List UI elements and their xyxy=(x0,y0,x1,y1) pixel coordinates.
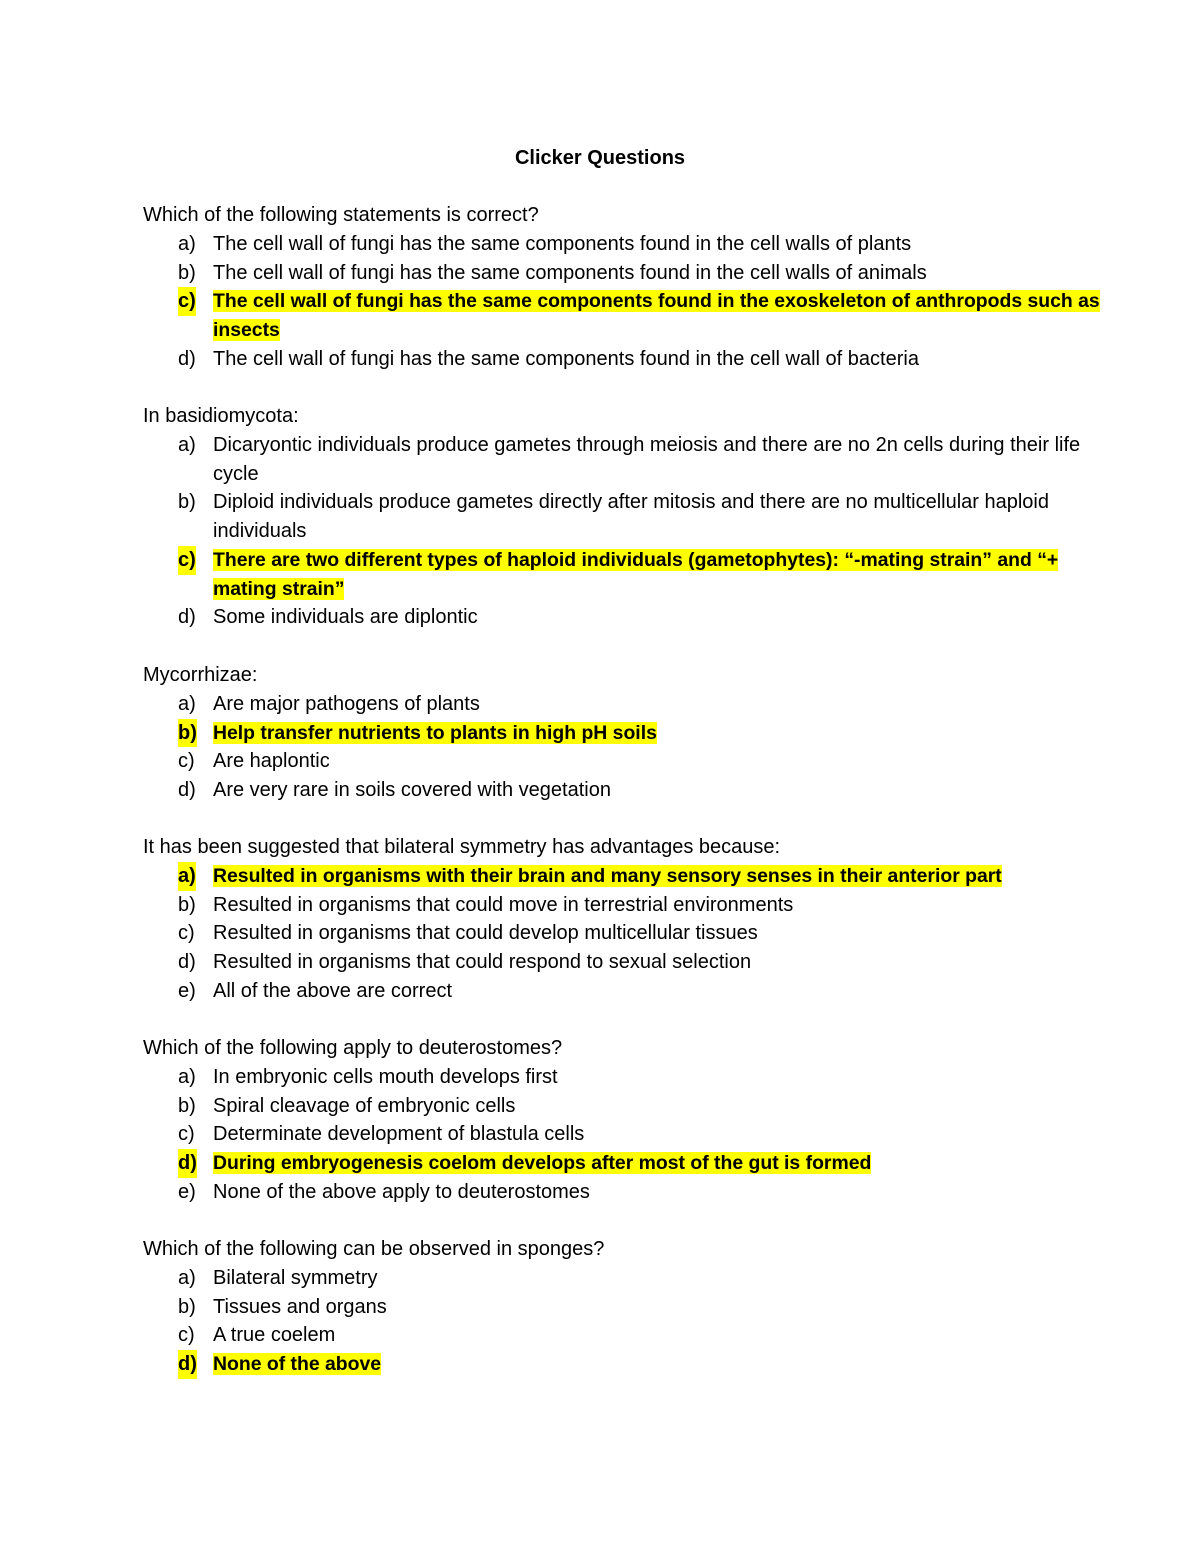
option-text: In embryonic cells mouth develops first xyxy=(213,1066,558,1088)
option-letter: d) xyxy=(178,606,196,629)
option-text: Are haplontic xyxy=(213,750,330,773)
question-4 xyxy=(143,833,1103,1006)
question-stem: Which of the following can be observed in sponges? xyxy=(143,1238,605,1260)
option-letter: b) xyxy=(178,1094,196,1117)
option-a xyxy=(143,230,1103,259)
option-letter: d) xyxy=(178,779,196,802)
option-text: None of the above xyxy=(213,1353,382,1376)
option-letter: b) xyxy=(178,1295,196,1318)
option-letter: a) xyxy=(178,434,196,456)
option-letter: d) xyxy=(178,951,196,974)
option-text: During embryogenesis coelom develops after most of the gut is formed xyxy=(213,1152,872,1175)
option-d xyxy=(143,948,1103,977)
question-stem: In basidiomycota: xyxy=(143,405,299,427)
option-text: Are very rare in soils covered with vegetation xyxy=(213,779,611,802)
option-letter: a) xyxy=(178,233,196,255)
options-list xyxy=(143,1264,1103,1379)
option-c-correct xyxy=(143,546,1103,603)
option-letter: c) xyxy=(178,1123,195,1146)
option-text: Resulted in organisms that could develop multicellular tissues xyxy=(213,922,758,945)
option-d xyxy=(143,603,1103,632)
question-2 xyxy=(143,402,1103,632)
option-letter: a) xyxy=(178,693,196,715)
option-letter: a) xyxy=(178,862,196,891)
option-a xyxy=(143,1063,1103,1092)
option-a-correct xyxy=(143,862,1103,891)
option-d-correct xyxy=(143,1149,1103,1178)
option-text: All of the above are correct xyxy=(213,979,453,1002)
option-text: None of the above apply to deuterostomes xyxy=(213,1180,590,1203)
option-text: The cell wall of fungi has the same components found in the cell walls of animals xyxy=(213,261,927,284)
options-list xyxy=(143,690,1103,805)
option-letter: d) xyxy=(178,347,196,370)
option-b xyxy=(143,891,1103,920)
option-c xyxy=(143,919,1103,948)
option-c-correct xyxy=(143,287,1103,344)
option-text: Bilateral symmetry xyxy=(213,1267,378,1289)
option-text: There are two different types of haploid individuals (gametophytes): “-mating strain” and “+ mating strain” xyxy=(213,548,1059,600)
option-text: The cell wall of fungi has the same components found in the cell wall of bacteria xyxy=(213,347,919,370)
option-text: Resulted in organisms with their brain and many sensory senses in their anterior part xyxy=(213,865,1002,887)
options-list xyxy=(143,862,1103,1006)
options-list xyxy=(143,431,1103,632)
options-list xyxy=(143,230,1103,374)
page-title: Clicker Questions xyxy=(514,147,686,169)
option-letter: b) xyxy=(178,261,196,284)
question-stem: Mycorrhizae: xyxy=(143,664,258,686)
option-letter: c) xyxy=(178,546,196,575)
option-c xyxy=(143,747,1103,776)
option-text: Resulted in organisms that could move in terrestrial environments xyxy=(213,893,794,916)
question-3 xyxy=(143,661,1103,805)
option-e xyxy=(143,977,1103,1006)
option-a xyxy=(143,431,1103,488)
option-a xyxy=(143,690,1103,719)
option-b-correct xyxy=(143,719,1103,748)
option-c xyxy=(143,1120,1103,1149)
option-text: Dicaryontic individuals produce gametes through meiosis and there are no 2n cells during their life cycle xyxy=(213,434,1081,485)
question-stem: Which of the following statements is correct? xyxy=(143,204,539,226)
option-text: Determinate development of blastula cells xyxy=(213,1123,585,1146)
question-stem: It has been suggested that bilateral symmetry has advantages because: xyxy=(143,836,781,858)
option-d-correct xyxy=(143,1350,1103,1379)
option-a xyxy=(143,1264,1103,1293)
option-d xyxy=(143,776,1103,805)
option-letter: b) xyxy=(178,719,197,748)
option-b xyxy=(143,259,1103,288)
question-stem: Which of the following apply to deuterostomes? xyxy=(143,1037,563,1059)
option-letter: c) xyxy=(178,287,196,316)
option-text: Resulted in organisms that could respond to sexual selection xyxy=(213,951,752,974)
option-e xyxy=(143,1178,1103,1207)
option-c xyxy=(143,1321,1103,1350)
option-letter: c) xyxy=(178,1324,195,1347)
option-letter: c) xyxy=(178,922,195,945)
option-text: Are major pathogens of plants xyxy=(213,693,480,715)
option-letter: a) xyxy=(178,1267,196,1289)
option-d xyxy=(143,345,1103,374)
option-b xyxy=(143,488,1103,545)
option-text: The cell wall of fungi has the same components found in the cell walls of plants xyxy=(213,233,912,255)
option-letter: e) xyxy=(178,1180,196,1203)
option-letter: a) xyxy=(178,1066,196,1088)
option-b xyxy=(143,1092,1103,1121)
option-letter: b) xyxy=(178,491,196,514)
option-text: Diploid individuals produce gametes directly after mitosis and there are no multicellular haploid individuals xyxy=(213,491,1049,543)
option-letter: b) xyxy=(178,893,196,916)
option-text: A true coelem xyxy=(213,1324,336,1347)
option-letter: e) xyxy=(178,979,196,1002)
option-text: Help transfer nutrients to plants in high pH soils xyxy=(213,721,657,744)
options-list xyxy=(143,1063,1103,1207)
question-1 xyxy=(143,201,1103,374)
option-text: Tissues and organs xyxy=(213,1295,387,1318)
option-letter: d) xyxy=(178,1149,197,1178)
option-text: Spiral cleavage of embryonic cells xyxy=(213,1094,516,1117)
question-6 xyxy=(143,1235,1103,1379)
option-text: The cell wall of fungi has the same components found in the exoskeleton of anthropods such as insects xyxy=(213,290,1100,342)
option-text: Some individuals are diplontic xyxy=(213,606,478,629)
option-b xyxy=(143,1293,1103,1322)
option-letter: d) xyxy=(178,1350,197,1379)
question-5 xyxy=(143,1034,1103,1207)
option-letter: c) xyxy=(178,750,195,773)
